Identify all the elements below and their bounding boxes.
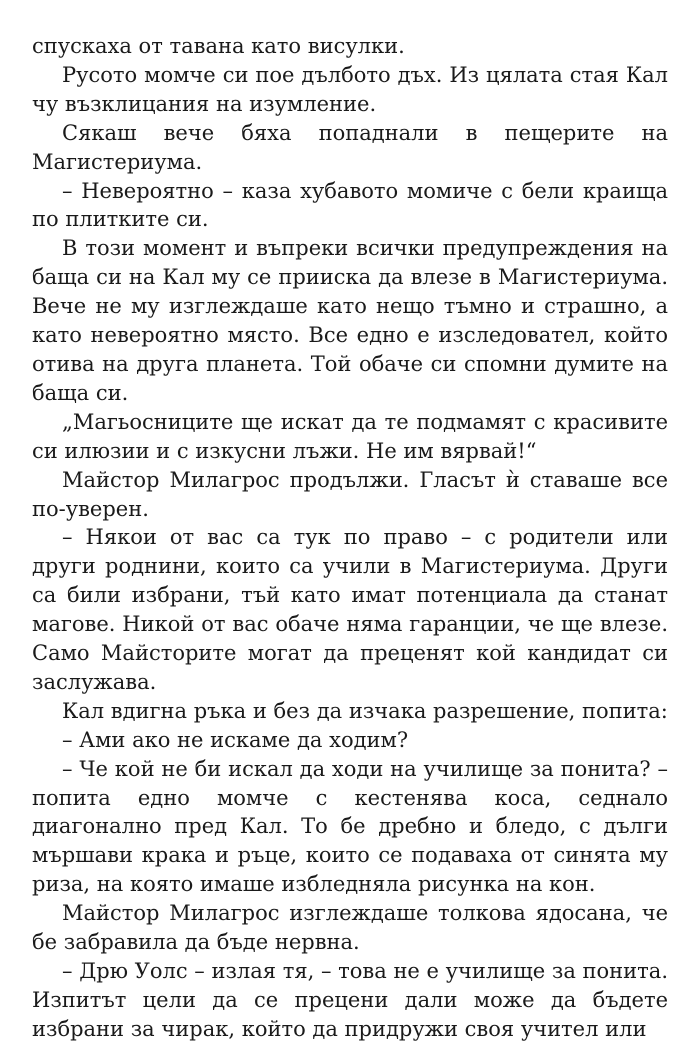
paragraph-10: – Ами ако не искаме да ходим? xyxy=(62,727,409,752)
paragraph-11: – Че кой не би искал да ходи на училище за понита? – попита едно момче с кестенява коса, седнало диагонално пред Кал. То бе дребно и бледо, с дълги мършави крака и ръце, които се подаваха от синята му риза, на която имаше избледняла рисунка на кон. xyxy=(32,756,668,897)
paragraph-2: Русото момче си пое дълбото дъх. Из цялата стая Кал чу възклицания на изумление. xyxy=(32,62,668,116)
paragraph-8: – Някои от вас са тук по право – с родители или други роднини, които са учили в Магистериума. Други са били избрани, тъй като имат потенциала да станат магове. Никой от вас обаче няма гаранции, че ще влезе. Само Майсторите могат да преценят кой кандидат си заслужава. xyxy=(32,525,668,694)
paragraph-1: спускаха от тавана като висулки. xyxy=(32,34,405,58)
paragraph-4: – Невероятно – каза хубавото момиче с бели краища по плитките си. xyxy=(32,178,668,232)
paragraph-12: Майстор Милагрос изглеждаше толкова ядосана, че бе забравила да бъде нервна. xyxy=(32,901,668,955)
paragraph-13: – Дрю Уолс – излая тя, – това не е училище за понита. Изпитът цели да се прецени дали може да бъдете избрани за чирак, който да придружи своя учител или xyxy=(32,959,668,1041)
paragraph-7: Майстор Милагрос продължи. Гласът ѝ ставаше все по-уверен. xyxy=(32,467,668,521)
paragraph-6: „Магьосниците ще искат да те подмамят с красивите си илюзии и с изкусни лъжи. Не им вярвай!“ xyxy=(32,409,668,463)
book-page xyxy=(32,32,668,1044)
paragraph-5: В този момент и въпреки всички предупреждения на баща си на Кал му се прииска да влезе в Магистериума. Вече не му изглеждаше като нещо тъмно и страшно, а като невероятно място. Все едно е изследовател, който отива на друга планета. Той обаче си спомни думите на баща си. xyxy=(32,236,668,405)
paragraph-9: Кал вдигна ръка и без да изчака разрешение, попита: xyxy=(62,698,668,723)
paragraph-3: Сякаш вече бяха попаднали в пещерите на Магистериума. xyxy=(32,120,668,174)
